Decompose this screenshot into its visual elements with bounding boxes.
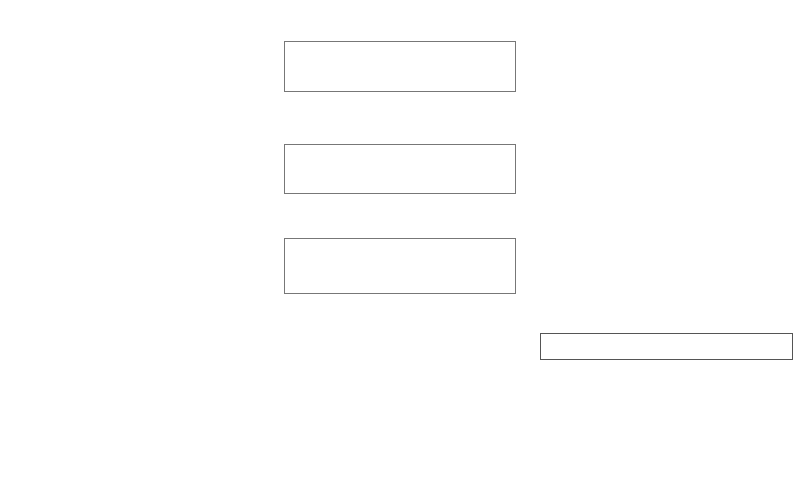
volunteers-table [540,333,793,360]
worship-section [0,0,268,485]
volunteers-title [541,334,793,360]
weekly-meetings-section [270,0,532,485]
saturday-prayer-box [284,238,516,294]
dawn-prayer-box [284,144,516,194]
news-section [535,0,800,485]
bible-study-box [284,41,516,92]
